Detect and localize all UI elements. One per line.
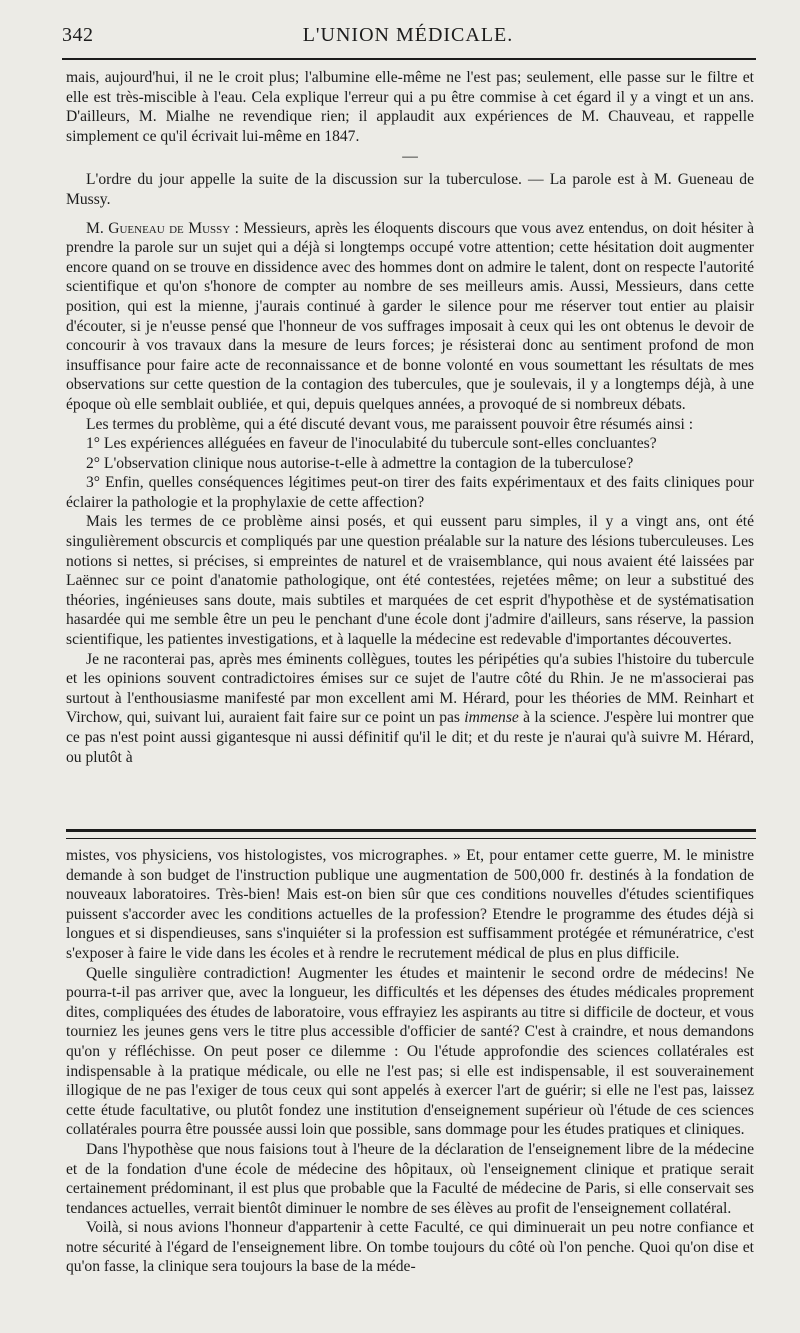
article-paragraph: Mais les termes de ce problème ainsi posés, et qui eussent paru simples, il y a vingt ans, ont été singulièrement obscurcis et compliqués par une question préalable sur la nature des lésions tuberculeuses. Les notions si nettes, si précises, si empreintes de naturel et de vraisemblance, qui nous avaient été laissées par Laënnec sur ce point d'anatomie pathologique, ont été contestées, rejetées même; on leur a substitué des théories, ingénieuses sans doute, mais subtiles et marquées de cet esprit d'hypothèse et de systématisation hasardée qui me semble être un peu le penchant d'une école dont j'admire d'ailleurs, sans réserve, la passion scientifique, les patientes investigations, et à laquelle la médecine est redevable d'importantes découvertes. xyxy=(66,513,754,649)
page-header xyxy=(62,22,754,52)
emphasis-text: immense xyxy=(464,709,519,727)
article-paragraph: mais, aujourd'hui, il ne le croit plus; l'albumine elle-même ne l'est pas; seulement, elle passe sur le filtre et elle est très-miscible à l'eau. Cela explique l'erreur qui a pu être commise à cet égard il y a vingt et un ans. D'ailleurs, M. Mialhe ne revendique rien; il applaudit aux expériences de M. Chauveau, et rappelle simplement ce qu'il écrivait lui-même en 1847. xyxy=(66,69,754,145)
question-item: 3° Enfin, quelles conséquences légitimes peut-on tirer des faits expérimentaux et des faits cliniques pour éclairer la pathologie et la prophylaxie de cette affection? xyxy=(66,474,754,511)
article-paragraph xyxy=(66,650,754,768)
question-item: 2° L'observation clinique nous autorise-t-elle à admettre la contagion de la tuberculose? xyxy=(86,454,634,472)
running-title: L'UNION MÉDICALE. xyxy=(302,24,514,46)
page-number: 342 xyxy=(62,24,94,46)
speech-paragraph xyxy=(66,219,754,415)
main-article xyxy=(66,68,754,767)
paragraph-text: Je ne raconterai pas, après mes éminents collègues, toutes les péripéties qu'a subies l'histoire du tubercule et les opinions souvent contradictoires émises sur ce sujet de l'autre côté du Rhin. Je ne m'associerai pas surtout à l'enthousiasme manifesté par mon excellent ami M. Hérard, pour les théories de MM. Reinhart et Virchow, qui, suivant lui, auraient fait faire sur ce point un pas xyxy=(66,650,754,727)
feuilleton-paragraph: Dans l'hypothèse que nous faisions tout à l'heure de la déclaration de l'enseignement libre de la médecine et de la fondation d'une école de médecine des hôpitaux, où l'enseignement clinique et pratique serait certainement prédominant, il est plus que probable que la Faculté de médecine de Paris, si elle conservait ses tendances actuelles, verrait bientôt diminuer le nombre de ses élèves au profit de l'enseignement collatéral. xyxy=(66,1140,754,1217)
agenda-paragraph: L'ordre du jour appelle la suite de la discussion sur la tuberculose. — La parole est à M. Gueneau de Mussy. xyxy=(66,171,754,208)
header-rule xyxy=(62,58,756,60)
feuilleton-paragraph: mistes, vos physiciens, vos histologistes, vos micrographes. » Et, pour entamer cette guerre, M. le ministre demande à son budget de l'instruction publique une augmentation de 500,000 fr. destinés à la fondation de nouveaux laboratoires. Très-bien! Mais est-on bien sûr que ces conditions nouvelles d'études scientifiques puissent s'accorder avec les conditions actuelles de la profession? Etendre le programme des études déjà si longues et si dispendieuses, sans s'inquiéter si la profession est suffisamment protégée et rémunératrice, c'est s'exposer à faire le vide dans les écoles et à rendre le recrutement médical de plus en plus difficile. xyxy=(66,847,754,962)
question-item: 1° Les expériences alléguées en faveur de l'inoculabité du tubercule sont-elles concluantes? xyxy=(86,435,657,453)
feuilleton-paragraph: Quelle singulière contradiction! Augmenter les études et maintenir le second ordre de médecins! Ne pourra-t-il pas arriver que, avec la longueur, les difficultés et les dépenses des études médicales proprement dites, compliquées des études de laboratoire, vous effrayiez les aspirants au titre si difficile de docteur, et vous tourniez les jeunes gens vers le titre plus accessible d'officier de santé? C'est à craindre, et nous demandons qu'on y réfléchisse. On peut poser ce dilemme : Ou l'étude approfondie des sciences collatérales est indispensable à la pratique médicale, ou elle ne l'est pas; si elle est indispensable, il est souverainement illogique de ne pas l'exiger de tous ceux qui sont appelés à exercer l'art de guérir; si elle ne l'est pas, laissez cette étude facultative, ou plutôt fondez une institution d'enseignement supérieur où l'étude de ces sciences collatérales pourra être poussée aussi loin que possible, sans dommage pour les études pratiques et cliniques. xyxy=(66,964,754,1139)
feuilleton-section xyxy=(66,846,754,1277)
feuilleton-divider xyxy=(66,829,756,839)
speech-text: : Messieurs, après les éloquents discours que vous avez entendus, on doit hésiter à prendre la parole sur un sujet qui a déjà si longtemps occupé votre attention; cette hésitation doit augmenter encore quand on se trouve en dissidence avec des hommes dont on admire le talent, dont on respecte l'autorité scientifique et qu'on s'honore de compter au nombre de ses meilleurs amis. Aussi, Messieurs, dans cette position, qui est la mienne, j'aurais continué à garder le silence pour me réserver tout entier au plaisir d'écouter, si je n'eusse pensé que l'honneur de vos suffrages imposait à ceux qui les ont obtenus le devoir de concourir à vos travaux dans la mesure de leurs forces; je résisterai donc au sentiment profond de mon insuffisance pour faire acte de reconnaissance et de bonne volonté en vous soumettant les résultats de mes observations sur cette question de la contagion des tubercules, que je soulevais, il y a longtemps déjà, à une époque où elle semblait oubliée, et qui, depuis quelques années, a provoqué de si nombreux débats. xyxy=(66,219,754,413)
paragraph-text: à la science. J'espère lui montrer que ce pas n'est point aussi gigantesque ni aussi définitif qu'il le dit; et du reste je n'aurai qu'à suivre M. Hérard, ou plutôt à xyxy=(66,709,754,766)
speaker-name: M. Gueneau de Mussy xyxy=(86,219,231,237)
section-dash: — xyxy=(402,148,418,166)
article-paragraph: Les termes du problème, qui a été discuté devant vous, me paraissent pouvoir être résumés ainsi : xyxy=(86,415,694,433)
feuilleton-paragraph: Voilà, si nous avions l'honneur d'appartenir à cette Faculté, ce qui diminuerait un peu notre confiance et notre sécurité à l'égard de l'enseignement libre. On tombe toujours du côté où l'on penche. Quoi qu'on dise et qu'on fasse, la clinique sera toujours la base de la méde- xyxy=(66,1219,754,1276)
